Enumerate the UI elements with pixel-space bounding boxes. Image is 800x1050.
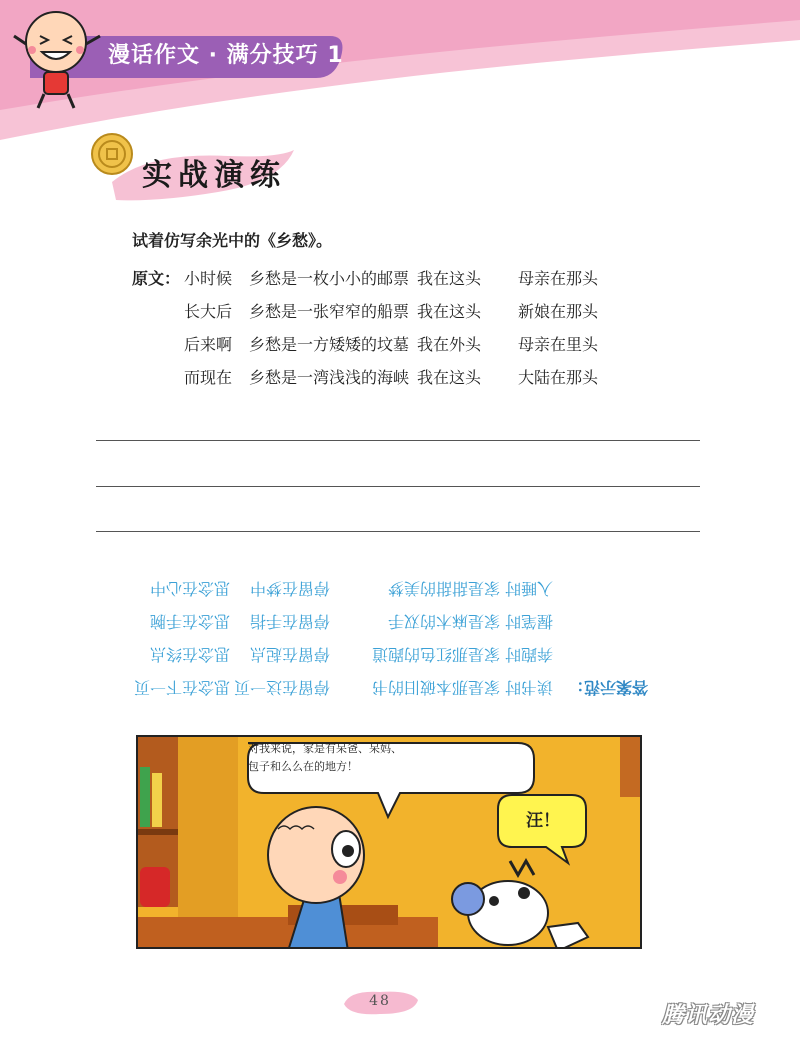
answer-cell: 奔跑时 [504, 645, 553, 664]
answer-cell: 停留在手指 [249, 612, 330, 631]
answer-cell: 家是那红色的跑道 [371, 645, 500, 664]
answer-row [88, 568, 648, 601]
header-label: 漫话作文 · 满分技巧 1 [108, 43, 344, 68]
writing-line[interactable] [96, 531, 700, 532]
answer-cell: 家是甜甜的美梦 [387, 579, 500, 598]
poem-cell: 而现在 [184, 368, 233, 387]
poem-cell: 小时候 [184, 269, 233, 288]
answer-cell: 读书时 [504, 678, 553, 697]
answer-row [88, 667, 648, 700]
page-number: 48 [369, 993, 391, 1009]
poem-cell: 后来啊 [184, 335, 233, 354]
section-title: 实战演练 [142, 158, 286, 193]
poem-cell: 大陆在那头 [518, 368, 599, 387]
answer-cell: 握笔时 [504, 612, 553, 631]
speech-bubble-boy: 对我来说，家是有呆爸、呆妈、包子和么么在的地方！ [248, 742, 402, 773]
exercise-prompt: 试着仿写余光中的《乡愁》。 [132, 231, 333, 250]
poem-cell: 乡愁是一湾浅浅的海峡 [249, 368, 410, 387]
watermark-logo: 腾讯动漫 [662, 1003, 755, 1028]
answer-cell: 思念在终点 [149, 645, 230, 664]
poem-cell: 我在这头 [417, 302, 482, 321]
poem-label: 原文： [132, 269, 181, 288]
writing-line[interactable] [96, 440, 700, 441]
poem-cell: 新娘在那头 [518, 302, 599, 321]
poem-cell: 我在这头 [417, 269, 482, 288]
answer-cell: 入睡时 [504, 579, 553, 598]
header-band [0, 0, 800, 150]
poem-cell: 母亲在那头 [518, 269, 599, 288]
answer-cell: 停留在梦中 [249, 579, 330, 598]
answer-row [88, 634, 648, 667]
answer-label: 答案示范： [567, 678, 648, 697]
answer-example-upside-down [88, 560, 648, 700]
poem-cell: 乡愁是一枚小小的邮票 [249, 269, 410, 288]
writing-line[interactable] [96, 486, 700, 487]
poem-cell: 乡愁是一张窄窄的船票 [249, 302, 410, 321]
poem-cell: 我在这头 [417, 368, 482, 387]
speech-bubble-dog: 汪！ [526, 811, 560, 831]
answer-cell: 思念在手腕 [149, 612, 230, 631]
answer-cell: 思念在心中 [149, 579, 230, 598]
poem-cell: 母亲在里头 [518, 335, 599, 354]
poem-cell: 我在外头 [417, 335, 482, 354]
answer-row [88, 601, 648, 634]
answer-cell: 停留在这一页 [233, 678, 330, 697]
answer-cell: 家是那本破旧的书 [371, 678, 500, 697]
poem-cell: 长大后 [184, 302, 233, 321]
poem-cell: 乡愁是一方矮矮的坟墓 [249, 335, 410, 354]
answer-cell: 思念在下一页 [133, 678, 230, 697]
coin-icon [90, 132, 134, 176]
answer-cell: 停留在起点 [249, 645, 330, 664]
answer-cell: 家是麻木的双手 [387, 612, 500, 631]
mascot-cartoon [8, 4, 108, 114]
